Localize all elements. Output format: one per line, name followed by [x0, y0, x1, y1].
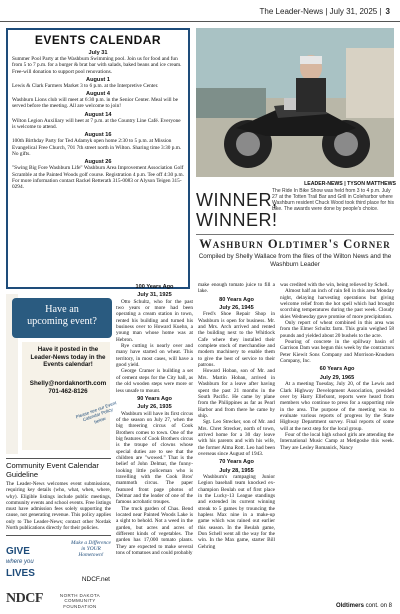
- events-calendar-title: EVENTS CALENDAR: [34, 33, 162, 47]
- section-heading: 60 Years Ago: [319, 366, 355, 373]
- guideline-title: Community Event Calendar Guideline: [6, 458, 111, 479]
- events-calendar-box: [6, 28, 190, 289]
- speech-bubble: [12, 298, 112, 338]
- section-date: July 31, 1925: [137, 292, 172, 299]
- publication-line: [260, 7, 390, 16]
- ndcf-logo: NDCF: [6, 591, 43, 606]
- event-item: [8, 159, 188, 190]
- section-date: July 29, 1965: [319, 374, 355, 381]
- ndcf-logo-block: [6, 591, 111, 611]
- event-submission-ad: [6, 294, 118, 454]
- article-paragraph: make enough tomato juice to fill a lake.: [198, 282, 275, 295]
- article-paragraph: George Cramer is building a set of cement steps for the City hall, as the old wooden steps were more or less unsafe to mount.: [116, 368, 193, 394]
- article-paragraph: was credited with the win, being relieved by Schell.: [280, 282, 389, 288]
- event-item: [8, 50, 188, 75]
- where-you-word: where you: [6, 559, 34, 565]
- section-heading: 90 Years Ago: [137, 395, 172, 402]
- section-date: July 26, 1945: [219, 305, 254, 312]
- article-paragraph: Only report of wheat combined in this area was from the Elmer Schultz farm. This grain weighed 58 pounds and yielded about 20 bushels to the acre.: [280, 320, 394, 339]
- article-paragraph: At a meeting Tuesday, July 20, of the Lewis and Clark Highway Development Association, presided over by Harry Ellefsont, reports were heard from members who continue to press for a supporting role in the area. The purpose of the meeting was to evaluate various reports of progress by the State Highway Department survey. Final reports of some will at the next step for the local group.: [280, 381, 394, 432]
- article-paragraph: Fred's Shoe Repair Shop in Washburn is open for business. Mr. and Mrs. Arch arrived and rented the building next to the Whitlock Cafe where they installed their complete stock of merchandise and modern machinery to enable them to give the best of service to their patrons.: [198, 311, 275, 369]
- event-text: Wilton Legion Auxiliary will heet at 7 p.m. at the Country Line Café. Everyone is welcome to attend.: [12, 117, 181, 131]
- event-date: August 1: [86, 76, 110, 83]
- photo-credit: LEADER-NEWS | TYSON MATTHEWS: [304, 181, 396, 187]
- article-paragraph: Four of the local high school girls are attending the International Music Camp at Metigoshe this week. They are Lesley Romanick, Nancy: [280, 431, 394, 451]
- ndcf-org-name: NORTH DAKOTA COMMUNITY FOUNDATION: [59, 593, 101, 609]
- contact-email[interactable]: Shelly@nordaknorth.com: [29, 380, 107, 387]
- article-paragraph: Howard Hoban, son of Mr. and Mrs. Martin Hoban, arrived in Washburn for a leave after having spent the past 21 months in the South Pacific. He came by plane from the Philippines as far as Pearl Harbor and from there he came by ship.: [198, 368, 275, 419]
- event-date: August 16: [84, 132, 112, 139]
- event-text: "Swing Big Fore Washburn Life" Washburn Area Improvement Association Golf Scramble at the Painted Woods golf course. Registration 4 p.m. Tee off 4:30 p.m. For more information contact Rackel Retterath 315-0083 or Alyson Teigen 315-0294.: [12, 165, 184, 191]
- article-paragraph: Washburn's rampaging Junior Legion baseball team knocked ex-champion Beulah out of first place in the Lucky-13 League standings and extended its current winning streak to 5 games by trouncing the hapless Max nine in a make-up game which was rained out earlier this season. In the Beulah game, Don Schell went all the way for the win. In the Max game, starter Bill Gehring: [198, 473, 275, 550]
- event-text: Washburn Lions club will meet at 6:30 p.m. in the Senior Center. Meal will be served before the meeting. All are welcome to join!: [12, 97, 178, 110]
- ndcf-url[interactable]: NDCF.net: [81, 576, 110, 583]
- ad-text: Have it posted in the Leader-News today in the Events calendar!: [30, 346, 106, 368]
- publication-name: The Leader-News | July 31, 2025 |: [259, 7, 382, 16]
- event-date: July 31: [88, 50, 108, 56]
- event-item: [8, 112, 188, 131]
- contact-phone: 701-462-8126: [48, 388, 88, 395]
- article-paragraph: Otto Schultz, who for the past two years or more had been operating a cream station in town, rented his building and turned his business over to Howard Kuehn, a young man whose home was at Hebron.: [116, 298, 193, 343]
- section-heading: 100 Years Ago: [135, 284, 174, 290]
- article-paragraph: Rye cutting is nearly over and many have started on wheat. This territory, in most cases, will have a good yield.: [116, 343, 193, 369]
- continued-page: cont. on 8: [365, 603, 392, 609]
- oldtimers-title: Washburn Oldtimer's Corner: [199, 237, 391, 251]
- motorcycle-photo-illustration: [196, 28, 394, 177]
- give-headline: [6, 546, 35, 579]
- ad-contact: [26, 380, 110, 396]
- photo-caption: The Ride In Bike Show was held from 3 to 4 p.m. July 27 at the Totten Trail Bar and Grill in Coleharbor where Washburn resident Chuck Wood took third place for his bike. The awards were done by people's choice.: [272, 188, 395, 212]
- event-text: Summer Pool Party at the Washburn Swimming pool. Join us for food and fun from 5 to 7 p.m. for a burger & brat bar with salads, baked beans and ice cream. Free-will donation to support pool renovations.: [12, 56, 182, 75]
- article-paragraph: Almost half an inch of rain fell in this area Monday night, delaying harvesting operations but giving welcome relief from the hot spell which had brought scorching temperatures during the past week. Cloudy skies Wednesday gave promise of more precipitation.: [280, 288, 394, 320]
- event-date: August 4: [86, 91, 110, 98]
- oldtimers-column-2: [198, 282, 275, 550]
- oldtimers-column-1: [116, 282, 193, 556]
- event-date: August 14: [84, 111, 112, 118]
- article-paragraph: Pouring of concrete in the spillway basin of Garrison Dam was begun this week by the contractors Peter Kiewit Sons Company and Morrison-Knudsen Company, Inc.: [280, 339, 394, 365]
- section-heading: 80 Years Ago: [219, 296, 254, 303]
- event-text: 100th Birthday Party for Ted Adamyk open home 2:30 to 5 p.m. at Mission Evangelical Free Church, 701 7th street north in Wilton. Sharing time 3:30 p.m. No gifts.: [12, 138, 182, 157]
- oldtimers-column-3: [280, 282, 394, 451]
- policy-note: Please see our Event Calendar Policy below: [75, 400, 118, 425]
- headline-line-1: WINNER,: [196, 190, 278, 210]
- event-guideline: [6, 458, 111, 531]
- headline-line-2: WINNER!: [196, 210, 278, 230]
- oldtimers-subtitle: Compiled by Shelly Wallace from the files of the Wilton News and the Washburn Leader: [198, 253, 392, 268]
- continued-label: Oldtimers: [335, 603, 364, 609]
- section-date: July 28, 1955: [219, 467, 254, 474]
- bubble-line-1: Have an: [45, 304, 79, 315]
- event-text: Lewis & Clark Farmers Market 3 to 6 p.m. at the Interpretive Center.: [12, 82, 159, 89]
- page-header: [0, 0, 400, 22]
- section-date: July 26, 1935: [137, 404, 172, 411]
- lives-word: LIVES: [6, 568, 35, 579]
- continued-note: [336, 603, 392, 609]
- photo-headline: [196, 190, 278, 230]
- bike-show-photo: [196, 28, 394, 177]
- article-paragraph: The truck garden of Chas. Bend located near Painted Woods Lake is a sight to behold. Not a weed in the garden, but acres and acres of different kinds of vegetables. The garden has 17,000 tomato plants. They are expected to make several tons of tomatoes and could probably: [116, 505, 193, 557]
- event-item: [8, 91, 188, 110]
- divider: [196, 234, 394, 235]
- event-item: [8, 132, 188, 157]
- article-paragraph: Washburn will have its first circus of the season on July 27, when the big threering circus of Cook Brothers comes to town. One of the big features of Cook Brothers circus is the troupe of clowns whose special duties are to see that the children are "wowed." That is the belief of John Delmar, the funny-looking little policeman who is travelling with the Cook Bros' mammoth circus. The paper featured front page photos of Delmar and the leader of one of the famous acrobatic troupes.: [116, 410, 193, 506]
- section-heading: 70 Years Ago: [219, 459, 254, 466]
- give-word: GIVE: [6, 546, 30, 557]
- event-item: [8, 77, 188, 89]
- article-paragraph: Sgt. Leo Strecker, son of Mr. and Mrs. Chret Strecker, north of town, arrived home for a 30 day leave with his parents and with his wife, the former Alma Rott. Leo had been overseas since August of 1943.: [198, 419, 275, 457]
- give-where-you-live-ad: [6, 535, 111, 587]
- bubble-line-2: upcoming event?: [27, 316, 97, 327]
- guideline-text: The Leader-News welcomes event submissions, requiring key details (who, what, when, where, why). Eligible listings include public meetings, community events and school events. Free listings must have admission fees solely supporting the cause, not generating revenue. This policy applies only to The Leader-News; contact other Nordak North publications directly for their policies.: [6, 481, 111, 531]
- give-tagline: Make a Difference in YOUR Hometown!: [71, 540, 111, 559]
- page-number: 3: [385, 7, 390, 16]
- event-date: August 26: [84, 159, 112, 166]
